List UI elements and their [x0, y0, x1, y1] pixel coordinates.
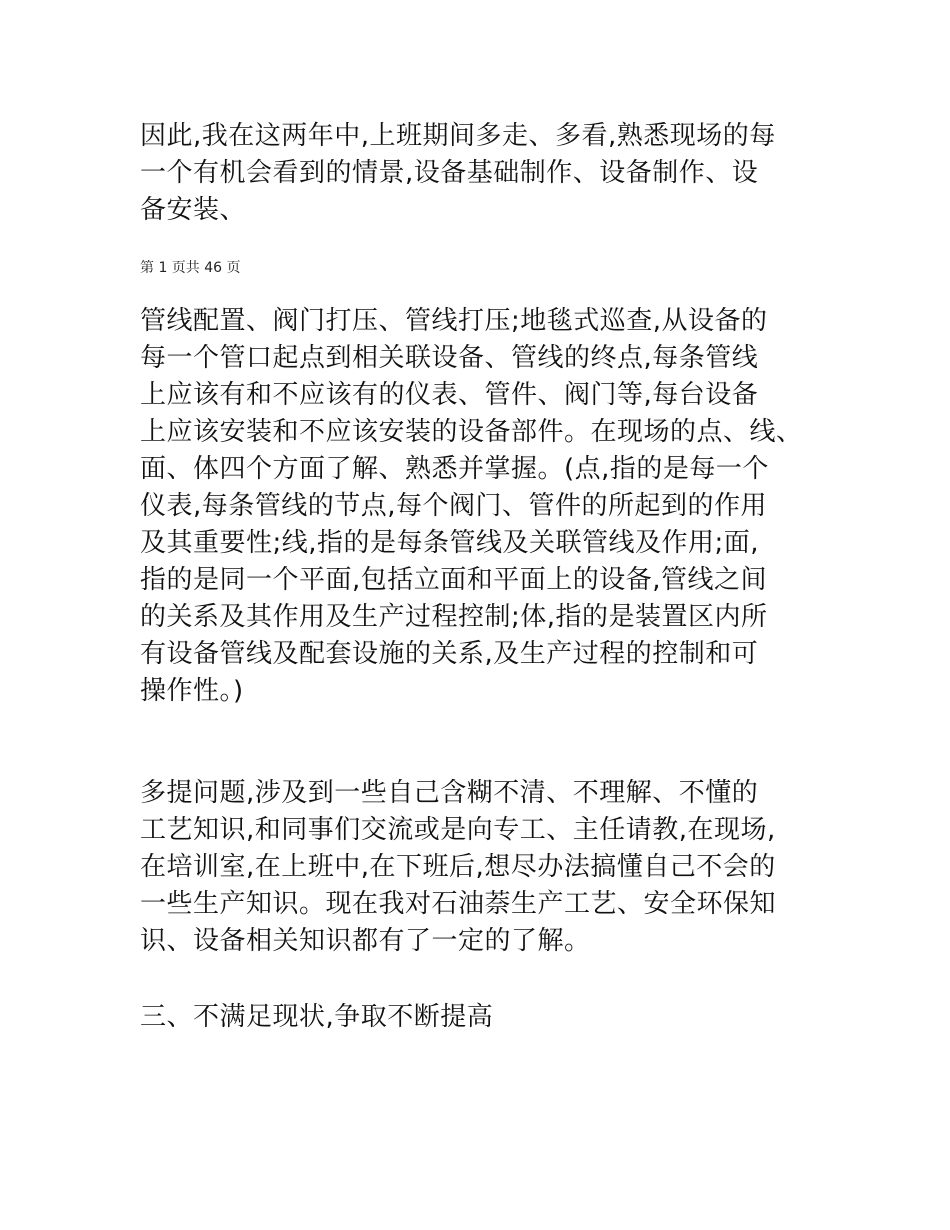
text-line: 备安装、 [140, 195, 247, 225]
paragraph-2 [140, 303, 830, 710]
text-line: 有设备管线及配套设施的关系,及生产过程的控制和可 [140, 639, 759, 669]
text-line: 及其重要性;线,指的是每条管线及关联管线及作用;面, [140, 528, 760, 558]
text-line: 管线配置、阀门打压、管线打压;地毯式巡查,从设备的 [140, 306, 768, 336]
text-line: 识、设备相关知识都有了一定的了解。 [140, 926, 591, 956]
section-heading [140, 999, 830, 1036]
text-line: 每一个管口起点到相关联设备、管线的终点,每条管线 [140, 343, 759, 373]
paragraph-3 [140, 775, 830, 960]
page-number-footer: 第 1 页共 46 页 [140, 260, 241, 276]
text-line: 指的是同一个平面,包括立面和平面上的设备,管线之间 [140, 565, 768, 595]
text-line: 三、不满足现状,争取不断提高 [140, 1002, 494, 1032]
text-line: 上应该有和不应该有的仪表、管件、阀门等,每台设备 [140, 380, 759, 410]
text-line: 多提问题,涉及到一些自己含糊不清、不理解、不懂的 [140, 778, 759, 808]
text-line: 一个有机会看到的情景,设备基础制作、设备制作、设 [140, 158, 759, 188]
text-line: 工艺知识,和同事们交流或是向专工、主任请教,在现场, [140, 815, 776, 845]
text-line: 在培训室,在上班中,在下班后,想尽办法搞懂自己不会的 [140, 852, 776, 882]
text-line: 的关系及其作用及生产过程控制;体,指的是装置区内所 [140, 602, 768, 632]
text-line: 因此,我在这两年中,上班期间多走、多看,熟悉现场的每 [140, 121, 776, 151]
text-line: 上应该安装和不应该安装的设备部件。在现场的点、线、 [140, 417, 803, 447]
text-line: 操作性。) [140, 676, 244, 706]
paragraph-1 [140, 118, 830, 229]
text-line: 面、体四个方面了解、熟悉并掌握。(点,指的是每一个 [140, 454, 769, 484]
text-line: 仪表,每条管线的节点,每个阀门、管件的所起到的作用 [140, 491, 768, 521]
text-line: 一些生产知识。现在我对石油萘生产工艺、安全环保知 [140, 889, 777, 919]
